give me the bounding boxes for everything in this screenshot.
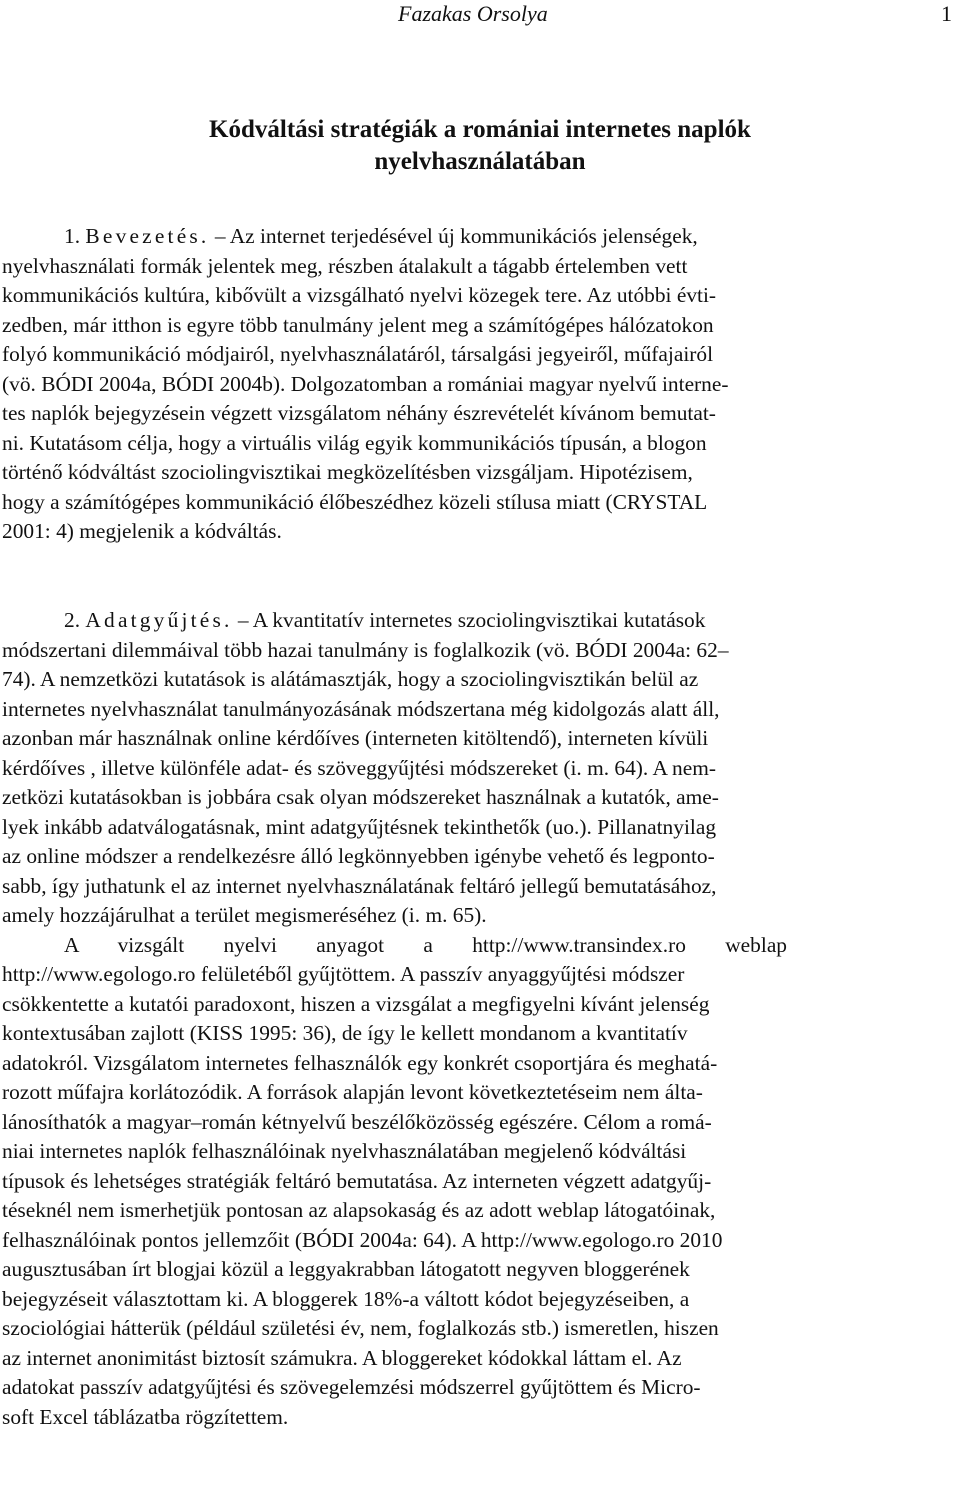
paragraph-line: zedben, már itthon is egyre több tanulmány jelent meg a számítógépes hálózatokon (2, 312, 714, 337)
heading-dash: – (232, 608, 253, 632)
paragraph-line: 74). A nemzetközi kutatások is alátámasztják, hogy a szociolingvisztikán belül az (2, 667, 699, 691)
section-introduction (2, 222, 956, 547)
section-number: 1. (64, 224, 81, 248)
section-heading-line (2, 222, 956, 252)
paragraph-line: (vö. BÓDI 2004a, BÓDI 2004b). Dolgozatomban a romániai magyar nyelvű interne- (2, 371, 729, 396)
section-heading: Bevezetés. (85, 224, 210, 248)
paragraph-line: 2001: 4) megjelenik a kódváltás. (2, 519, 282, 543)
title-line-1: Kódváltási stratégiák a romániai internetes naplók (209, 116, 751, 143)
paragraph-line: kérdőíves , illetve különféle adat- és szöveggyűjtési módszereket (i. m. 64). A nem- (2, 755, 717, 780)
paragraph-line: az online módszer a rendelkezésre álló legkönnyebben igénybe vehető és legponto- (2, 844, 715, 868)
paragraph-line: lyek inkább adatválogatásnak, mint adatgyűjtésnek tekinthetők (uo.). Pillanatnyilag (2, 814, 717, 839)
heading-dash: – (209, 224, 230, 248)
paragraph-line: történő kódváltást szociolingvisztikai megközelítésben vizsgáljam. Hipotézisem, (2, 460, 693, 484)
paragraph-line: csökkentette a kutatói paradoxont, hiszen a vizsgálat a megfigyelni kívánt jelenség (2, 991, 710, 1016)
paragraph-line: ni. Kutatásom célja, hogy a virtuális világ egyik kommunikációs típusán, a blogon (2, 430, 707, 455)
paragraph-line: adatokat passzív adatgyűjtési és szövegelemzési módszerrel gyűjtöttem és Micro- (2, 1375, 701, 1399)
page-number: 1 (941, 1, 952, 26)
paragraph-line: internetes nyelvhasználat tanulmányozásának módszertana még kidolgozás alatt áll, (2, 696, 720, 721)
title-line-2: nyelvhasználatában (374, 148, 586, 175)
paragraph-line: kontextusában zajlott (KISS 1995: 36), de így le kellett mondanom a kvantitatív (2, 1021, 688, 1045)
paragraph-line: téseknél nem ismerhetjük pontosan az alapsokaság és az adott weblap látogatóinak, (2, 1198, 716, 1222)
paragraph-line: A vizsgált nyelvi anyagot a http://www.transindex.ro weblap (64, 932, 788, 957)
paragraph-line: zetközi kutatásokban is jobbára csak olyan módszereket használnak a kutatók, ame- (2, 785, 719, 809)
paragraph-line: folyó kommunikáció módjairól, nyelvhasználatáról, társalgási jegyeiről, műfajairól (2, 342, 714, 366)
paragraph-line: niai internetes naplók felhasználóinak nyelvhasználatában megjelenő kódváltási (2, 1139, 687, 1163)
paragraph-line: adatokról. Vizsgálatom internetes felhasználók egy konkrét csoportjára és meghatá- (2, 1050, 718, 1075)
running-header-author: Fazakas Orsolya (398, 1, 548, 26)
paragraph-line: lánosíthatók a magyar–román kétnyelvű beszélőközösség egészére. Célom a romá- (2, 1109, 712, 1134)
paragraph-line: augusztusában írt blogjai közül a leggyakrabban látogatott negyven bloggerének (2, 1257, 690, 1281)
paragraph-line: http://www.egologo.ro felületéből gyűjtöttem. A passzív anyaggyűjtési módszer (2, 962, 685, 986)
paragraph-line: amely hozzájárulhat a terület megismeréséhez (i. m. 65). (2, 903, 487, 927)
paragraph-line: nyelvhasználati formák jelentek meg, részben átalakult a tágabb értelemben vett (2, 253, 688, 278)
paper-title (0, 114, 960, 178)
paragraph-line: módszertani dilemmáival több hazai tanulmány is foglalkozik (vö. BÓDI 2004a: 62– (2, 637, 729, 662)
paragraph-line: bejegyzéseit választottam ki. A bloggerek 18%-a váltott kódot bejegyzéseiben, a (2, 1286, 690, 1311)
paragraph-line: sabb, így juthatunk el az internet nyelvhasználatának feltáró jellegű bemutatásához, (2, 873, 717, 898)
paragraph-line: felhasználóinak pontos jellemzőit (BÓDI 2004a: 64). A http://www.egologo.ro 2010 (2, 1227, 723, 1252)
paragraph-line: azonban már használnak online kérdőíves (interneten kitöltendő), interneten kívüli (2, 726, 709, 750)
paragraph-line: szociológiai hátterük (például születési év, nem, foglalkozás stb.) ismeretlen, hiszen (2, 1316, 719, 1340)
paragraph-line: tes naplók bejegyzésein végzett vizsgálatom néhány észrevételét kívánom bemutat- (2, 401, 716, 425)
paragraph-line: típusok és lehetséges stratégiák feltáró bemutatása. Az interneten végzett adatgyűj- (2, 1168, 712, 1193)
section-heading: Adatgyűjtés. (85, 608, 233, 632)
section-number: 2. (64, 608, 81, 632)
paragraph-line: Az internet terjedésével új kommunikációs jelenségek, (229, 224, 698, 248)
section-data-collection (2, 606, 956, 1432)
paragraph-line: az internet anonimitást biztosít számukra. A bloggereket kódokkal láttam el. Az (2, 1345, 682, 1370)
paragraph-line: kommunikációs kultúra, kibővült a vizsgálható nyelvi közegek tere. Az utóbbi évti- (2, 283, 717, 307)
paragraph-line: hogy a számítógépes kommunikáció élőbeszédhez közeli stílusa miatt (CRYSTAL (2, 489, 708, 514)
paragraph-line: A kvantitatív internetes szociolingvisztikai kutatások (252, 608, 706, 632)
paragraph-line: rozott műfajra korlátozódik. A források alapján levont következtetéseim nem álta- (2, 1080, 703, 1104)
section-heading-line (2, 606, 956, 636)
paragraph-line: soft Excel táblázatba rögzítettem. (2, 1404, 289, 1429)
